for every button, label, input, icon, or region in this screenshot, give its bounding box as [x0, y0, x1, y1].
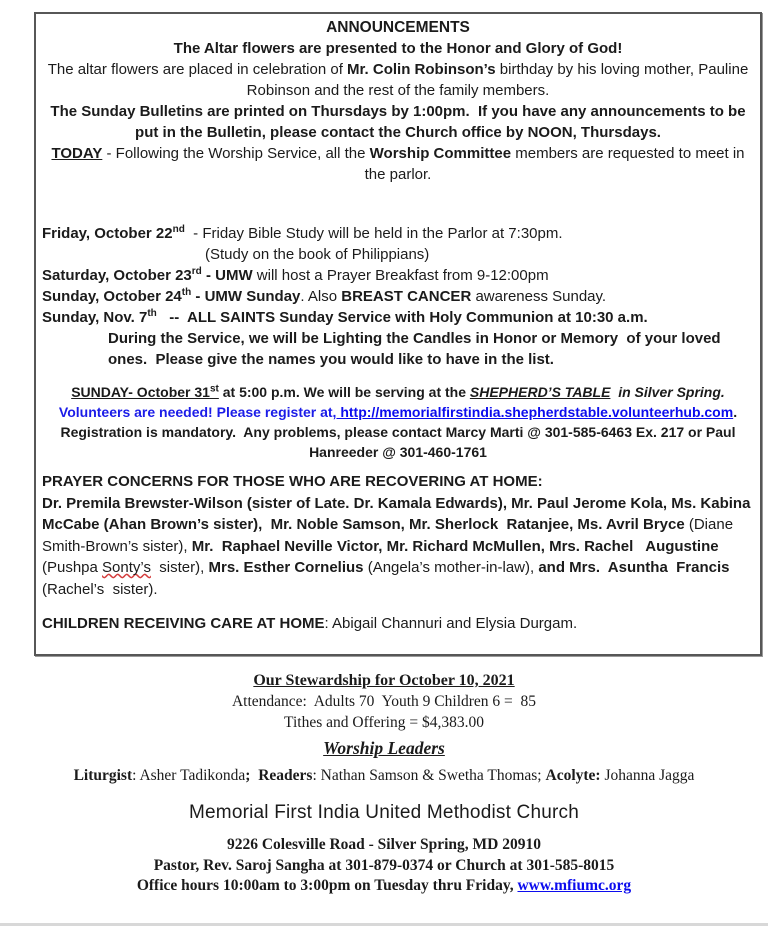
saturday-dash: - [201, 267, 216, 284]
shepherd-date-text: SUNDAY- October 31 [71, 384, 210, 400]
spacer [42, 462, 754, 471]
prayer-seg2: (Diane Smith-Brown’s sister), [42, 516, 738, 555]
shepherd-time: at 5:00 p.m. We will be serving at the [218, 384, 470, 400]
acolyte-name: Johanna Jagga [600, 767, 695, 784]
spacer [42, 185, 754, 223]
sunday24-date [42, 288, 191, 305]
prayer-seg4b-spellcheck: Sonty’s [102, 559, 151, 576]
shepherd-venue: SHEPHERD’S TABLE [469, 384, 611, 400]
nov7-date-text: Sunday, Nov. 7 [42, 309, 148, 326]
spacer [42, 370, 754, 382]
spacer [42, 600, 754, 613]
acolyte-label: Acolyte: [545, 767, 601, 784]
flowers-post: birthday by his loving mother, Pauline Robinson and the rest of the family members. [246, 61, 753, 99]
saturday-date [42, 267, 202, 284]
nov7-date [42, 309, 157, 326]
shepherd-date-sup: st [209, 383, 219, 395]
flowers-pre: The altar flowers are placed in celebration of [47, 61, 348, 78]
prayer-seg4c: sister), [150, 559, 209, 576]
prayer-seg4a: (Pushpa [42, 559, 103, 576]
event-saturday [42, 265, 754, 286]
today-post: members are requested to meet in the parlor. [364, 145, 749, 183]
today-label: TODAY [51, 145, 103, 162]
altar-flowers-text [42, 59, 754, 101]
readers-names: : Nathan Samson & Swetha Thomas; [312, 767, 546, 784]
worship-leaders-heading: Worship Leaders [323, 738, 445, 758]
prayer-names [42, 493, 754, 601]
volunteer-link[interactable]: http://memorialfirstindia.shepherdstable.volunteerhub.com [336, 404, 734, 420]
page-divider [0, 923, 768, 926]
announcements-box [34, 12, 762, 656]
tithes-line: Tithes and Offering = $4,383.00 [284, 714, 484, 731]
sunday24-date-sup: th [181, 287, 192, 298]
saturday-date-sup: rd [191, 266, 202, 277]
children-care-rest: : Abigail Channuri and Elysia Durgam. [324, 615, 578, 632]
altar-flowers-heading: The Altar flowers are presented to the Honor and Glory of God! [173, 40, 623, 57]
attendance-line: Attendance: Adults 70 Youth 9 Children 6 = 85 [231, 693, 537, 710]
readers-label: Readers [258, 767, 313, 784]
nov7-date-sup: th [147, 308, 157, 319]
prayer-concerns [42, 471, 754, 600]
sunday24-date-text: Sunday, October 24 [42, 288, 182, 305]
saturday-rest: will host a Prayer Breakfast from 9-12:00pm [252, 267, 549, 284]
sunday24-rest: awareness Sunday. [471, 288, 607, 305]
children-care-label: CHILDREN RECEIVING CARE AT HOME [42, 615, 325, 632]
liturgist-label: Liturgist [73, 767, 133, 784]
sunday24-org: UMW Sunday [204, 288, 301, 305]
shepherd-date [71, 384, 219, 400]
office-hours-text: Office hours 10:00am to 3:00pm on Tuesday thru Friday, [136, 877, 518, 894]
prayer-seg3: Mr. Raphael Neville Victor, Mr. Richard McMullen, Mrs. Rachel Augustine [191, 537, 723, 555]
church-name: Memorial First India United Methodist Church [189, 802, 579, 823]
prayer-seg7: and Mrs. Asuntha Francis [538, 559, 734, 576]
worship-leaders-line [0, 765, 768, 786]
children-care-line [42, 613, 754, 634]
breast-cancer-emphasis: BREAST CANCER [341, 288, 472, 305]
friday-date-sup: nd [172, 224, 185, 235]
event-sunday-nov7 [42, 307, 754, 328]
liturgist-name: : Asher Tadikonda [132, 767, 246, 784]
pastor-line: Pastor, Rev. Saroj Sangha at 301-879-0374 or Church at 301-585-8015 [153, 856, 615, 874]
prayer-seg1: Dr. Premila Brewster-Wilson (sister of Late. Dr. Kamala Edwards), Mr. Paul Jerome Kola, Ms. Kabina McCabe (Ahan Brown’s sister), Mr. Noble Samson, Mr. Sherlock Ratanjee, Ms. Avril Bryce [42, 494, 755, 533]
stewardship-heading: Our Stewardship for October 10, 2021 [253, 672, 515, 689]
shepherd-rest: . Registration is mandatory. Any problems, please contact Marcy Marti @ 301-585-6463 Ex. 217 or Paul Hanreeder @ 301-460-1761 [60, 404, 745, 460]
prayer-seg8: (Rachel’s sister). [42, 580, 158, 598]
nov7-detail: During the Service, we will be Lighting the Candles in Honor or Memory of your loved ones. Please give the names you would like to have in the list. [108, 330, 725, 368]
friday-date-text: Friday, October 22 [42, 225, 173, 242]
church-address: 9226 Colesville Road - Silver Spring, MD 20910 [226, 836, 542, 853]
leaders-separator: ; [245, 767, 259, 784]
volunteer-call: Volunteers are needed! Please register at, [58, 404, 337, 420]
bulletin-footer [0, 660, 768, 897]
sunday24-dash: - [191, 288, 205, 305]
prayer-heading: PRAYER CONCERNS FOR THOSE WHO ARE RECOVERING AT HOME: [42, 473, 543, 490]
honoree-name: Mr. Colin Robinson’s [347, 61, 496, 78]
friday-rest: - Friday Bible Study will be held in the Parlor at 7:30pm. [184, 225, 563, 242]
shepherd-location: in Silver Spring. [610, 384, 737, 400]
saturday-date-text: Saturday, October 23 [42, 267, 192, 284]
announcements-title: ANNOUNCEMENTS [326, 19, 470, 36]
bulletins-notice: The Sunday Bulletins are printed on Thursdays by 1:00pm. If you have any announcements to be put in the Bulletin, please contact the Church office by NOON, Thursdays. [50, 103, 750, 141]
worship-committee: Worship Committee [369, 145, 512, 162]
event-friday-note: (Study on the book of Philippians) [205, 246, 430, 263]
website-link[interactable]: www.mfiumc.org [517, 877, 632, 894]
sunday24-mid: . Also [300, 288, 342, 305]
saturday-org: UMW [215, 267, 253, 284]
prayer-seg6: (Angela’s mother-in-law), [367, 559, 539, 576]
today-pre: - Following the Worship Service, all the [102, 145, 370, 162]
event-sunday-oct24 [42, 286, 754, 307]
prayer-seg5: Mrs. Esther Cornelius [208, 559, 368, 576]
shepherds-table-notice [42, 382, 754, 462]
event-friday [42, 223, 754, 244]
friday-date [42, 225, 185, 242]
nov7-rest: -- ALL SAINTS Sunday Service with Holy Communion at 10:30 a.m. [156, 309, 648, 326]
office-hours-line [0, 876, 768, 897]
today-notice [42, 143, 754, 185]
